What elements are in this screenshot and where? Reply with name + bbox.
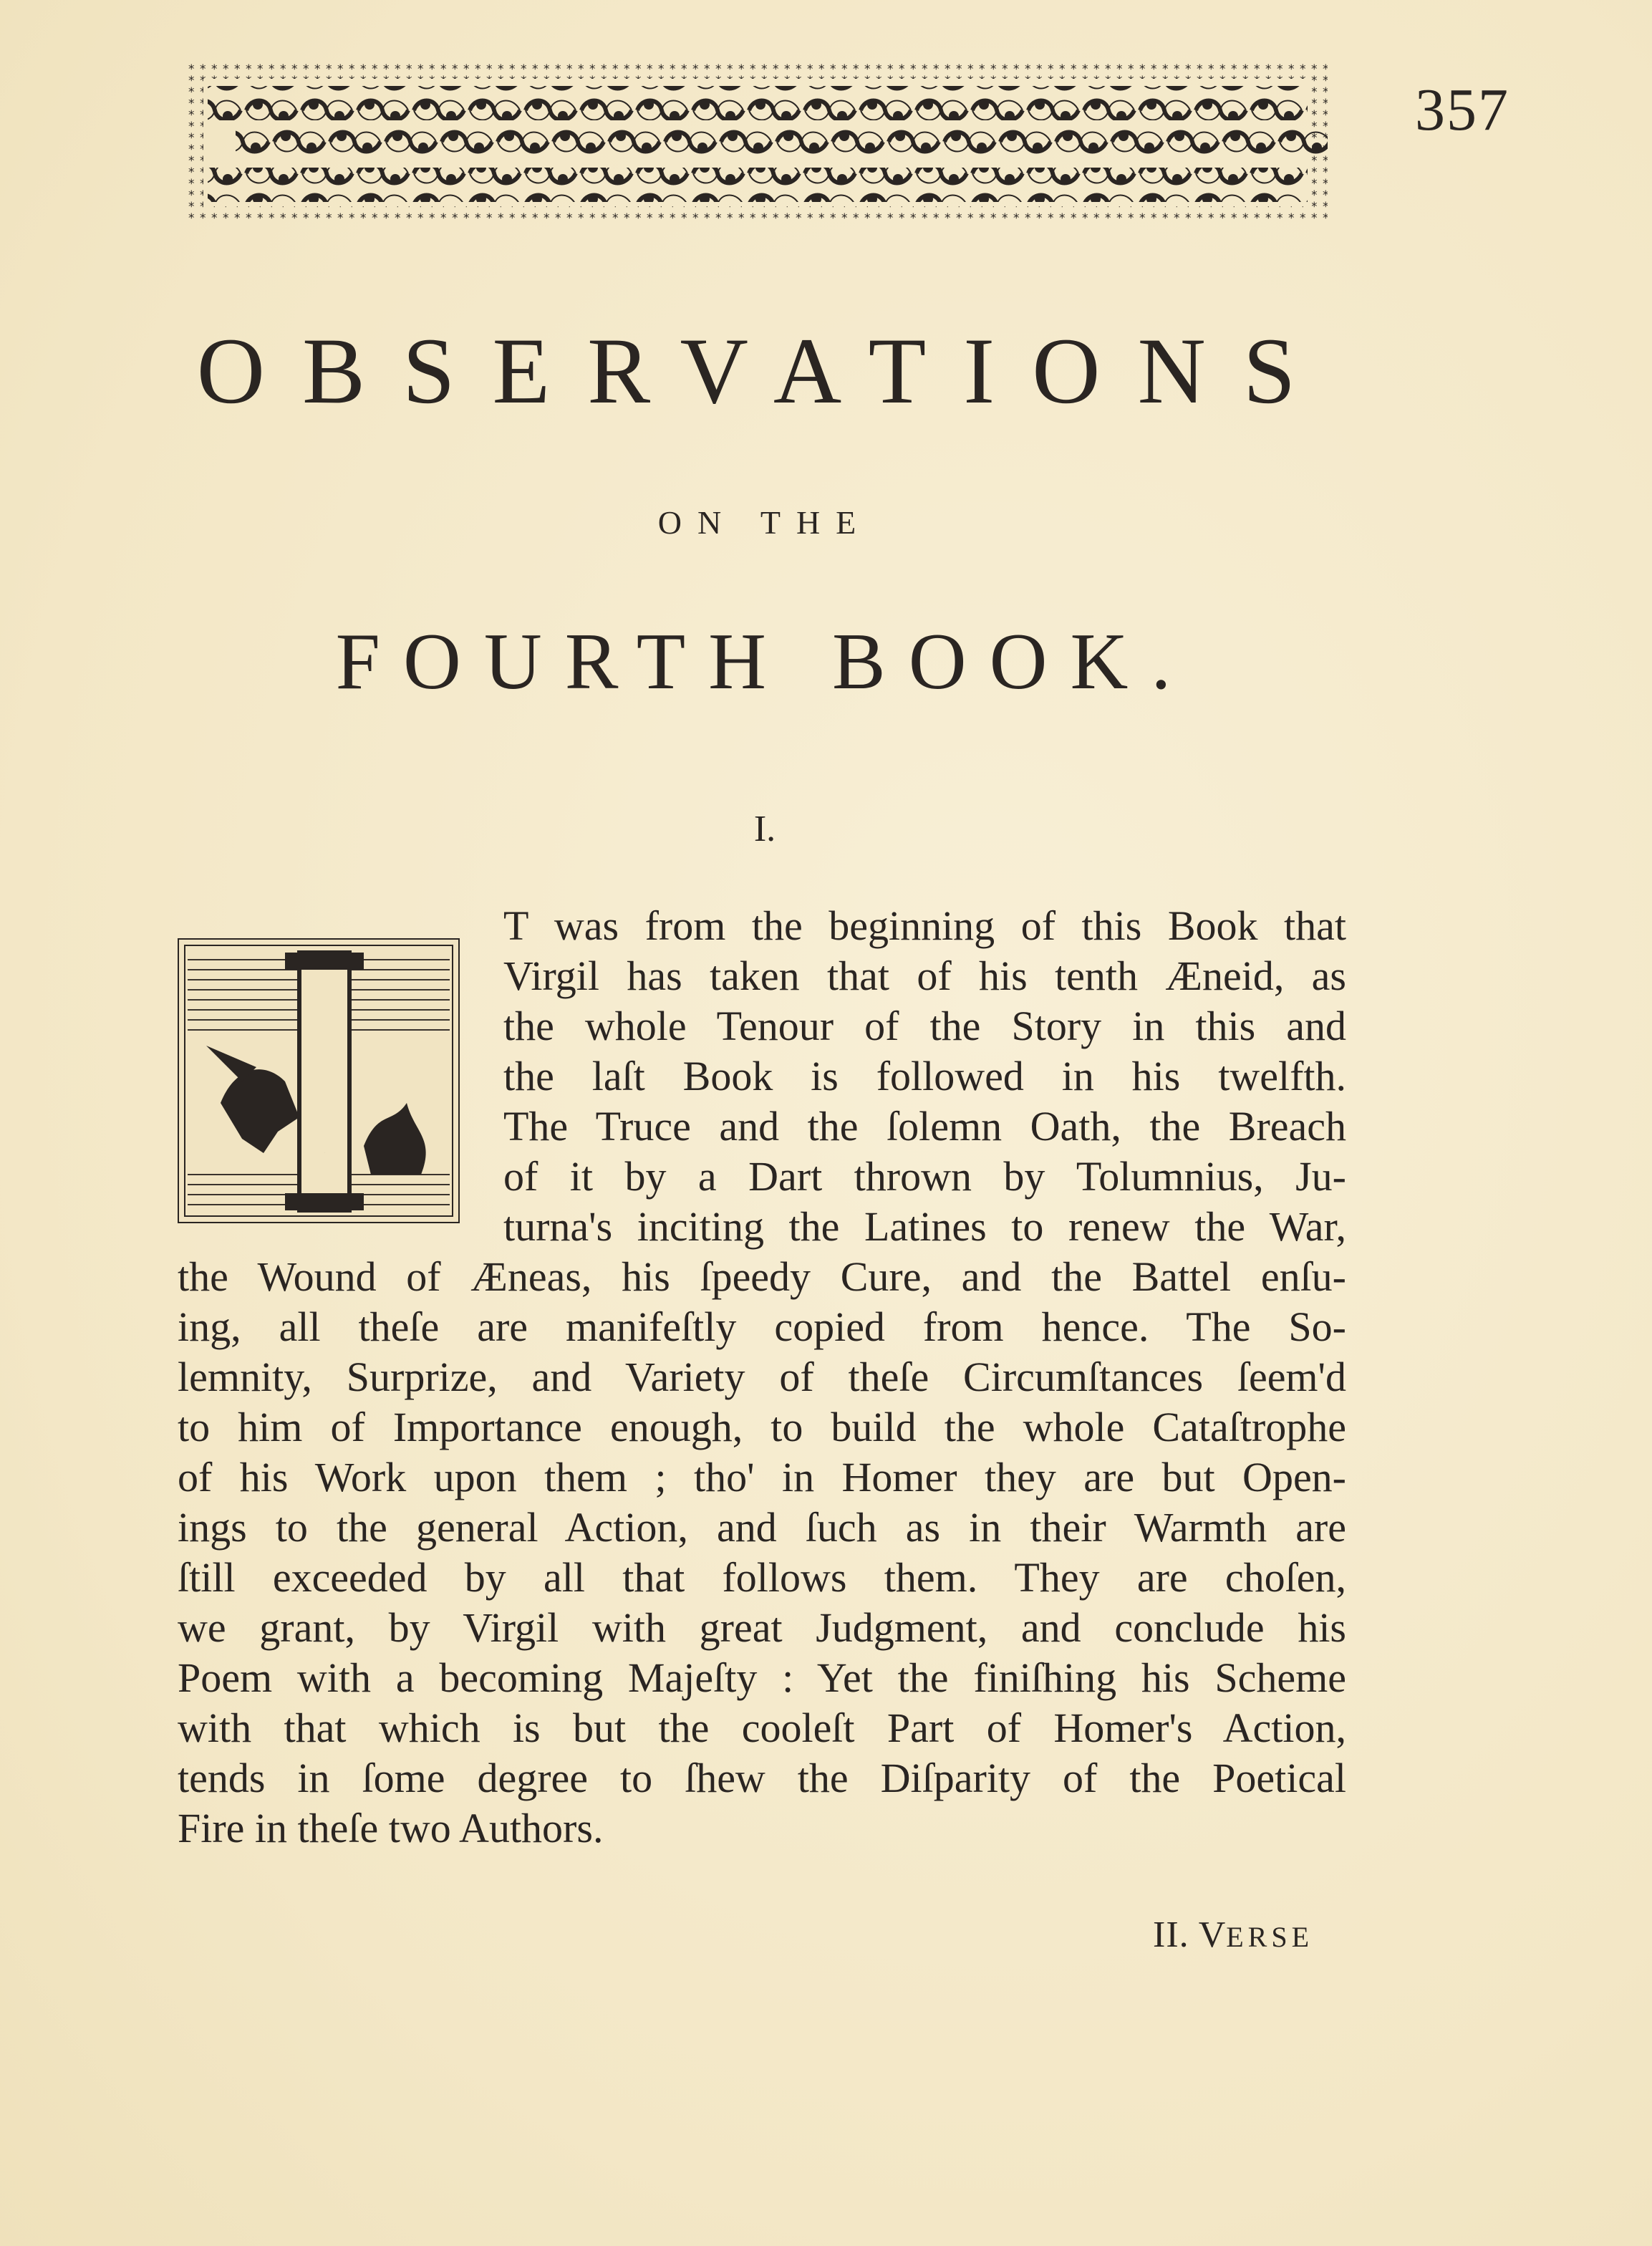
paragraph-line: Fire in theſe two Authors. [178, 1805, 604, 1851]
drop-cap-letter: I [324, 1153, 325, 1154]
paragraph-line: the Wound of Æneas, his ſpeedy Cure, and the Battel enſu- [178, 1253, 1346, 1300]
page-number: 357 [1415, 77, 1509, 143]
paragraph-line: we grant, by Virgil with great Judgment, and conclude his [178, 1604, 1346, 1651]
page-subtitle: FOURTH BOOK. [335, 617, 1194, 706]
paragraph-line: with that which is but the cooleſt Part of Homer's Action, [178, 1705, 1346, 1751]
page-title: OBSERVATIONS [196, 318, 1333, 423]
paragraph-line: ing, all theſe are manifeſtly copied from hence. The So- [178, 1303, 1346, 1350]
historiated-initial [178, 938, 460, 1223]
decorative-headpiece [188, 63, 1328, 222]
paragraph-line: turna's inciting the Latines to renew the War, [503, 1203, 1346, 1250]
paragraph-line: the whole Tenour of the Story in this and [503, 1003, 1346, 1049]
paragraph-line: The Truce and the ſolemn Oath, the Breach [503, 1103, 1346, 1149]
paragraph-line: Virgil has taken that of his tenth Æneid, as [503, 953, 1346, 999]
catchword-lead: II. V [1153, 1914, 1227, 1955]
paragraph-line: tends in ſome degree to ſhew the Diſparity of the Poetical [178, 1755, 1346, 1801]
section-number: I. [753, 809, 776, 849]
paragraph-line: ings to the general Action, and ſuch as in their Warmth are [178, 1504, 1346, 1551]
paragraph-line: the laſt Book is followed in his twelfth. [503, 1053, 1346, 1099]
catchword-small-caps: ERSE [1226, 1921, 1314, 1953]
paragraph-line: lemnity, Surprize, and Variety of theſe Circumſtances ſeem'd [178, 1354, 1346, 1400]
paragraph-line: of it by a Dart thrown by Tolumnius, Ju- [503, 1153, 1346, 1200]
catchword [1153, 1914, 1313, 1956]
title-connector: ON THE [657, 504, 872, 541]
paragraph-line: ſtill exceeded by all that follows them. They are choſen, [178, 1554, 1346, 1601]
paragraph-line: of his Work upon them ; tho' in Homer they are but Open- [178, 1454, 1346, 1500]
paragraph-line: Poem with a becoming Majeſty : Yet the finiſhing his Scheme [178, 1654, 1346, 1701]
paragraph-line: T was from the beginning of this Book that [503, 902, 1346, 949]
paragraph-line: to him of Importance enough, to build the whole Cataſtrophe [178, 1404, 1346, 1450]
